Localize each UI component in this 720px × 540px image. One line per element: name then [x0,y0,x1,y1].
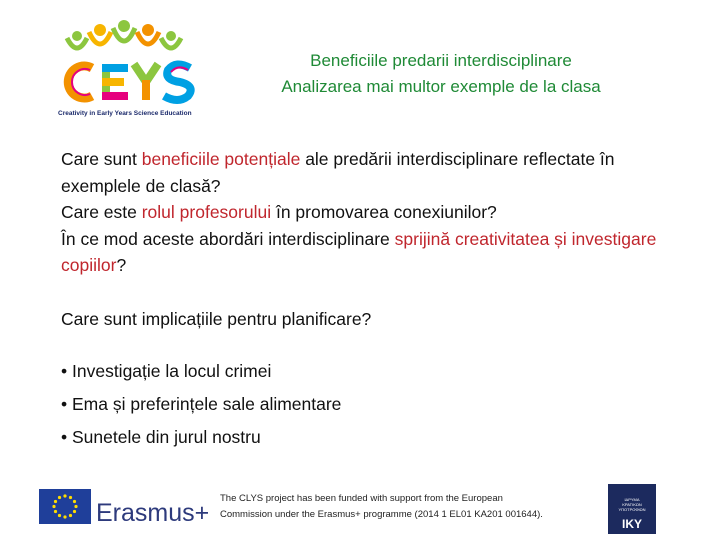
list-item: • Sunetele din jurul nostru [61,427,261,447]
eu-flag-icon [39,489,91,524]
title-line-1: Beneficiile predarii interdisciplinare [310,51,572,70]
list-item: • Investigație la locul crimei [61,361,272,381]
question-3-text-end: ? [116,255,127,275]
ceys-logo [50,18,220,123]
question-1-highlight: beneficiile potențiale [141,149,301,169]
erasmus-logo-text: Erasmus+ [96,499,210,527]
question-3 [61,226,691,279]
question-2-highlight: rolul profesorului [141,202,272,222]
iky-logo-text: IKY [621,517,642,531]
figures-icon [67,20,181,48]
iky-logo-subtitle: ΙΔΡΥΜΑ ΚΡΑΤΙΚΩΝ ΥΠΟΤΡΟΦΙΩΝ [618,497,646,512]
question-3-highlight: sprijină creativitatea și investigare copiilor [61,228,657,275]
ceys-logo-graphic [50,18,220,113]
slide-title [226,48,656,100]
question-2 [61,199,691,226]
ceys-wordmark-icon [68,64,190,100]
title-line-2: Analizarea mai multor exemple de la clasa [281,77,601,96]
question-1-text: Care sunt [61,149,142,169]
list-item: • Ema și preferințele sale alimentare [61,394,342,414]
spacer [61,332,691,355]
question-1-text-end: ale predării interdisciplinare reflectate în exemplele de clasă? [61,149,615,196]
spacer [61,279,691,306]
example-list [61,355,691,454]
iky-logo [608,484,656,534]
funding-disclaimer [220,491,585,523]
question-2-text-end: în promovarea conexiunilor? [271,202,497,222]
slide-content [61,146,691,454]
footer [0,478,720,540]
logo-tagline: Creativity in Early Years Science Education [58,110,192,117]
question-3-text: În ce mod aceste abordări interdisciplinare [61,228,395,249]
disclaimer-line-2: Commission under the Erasmus+ programme (2014 1 EL01 KA201 001644). [220,509,543,520]
question-4: Care sunt implicațiile pentru planificare? [61,308,372,329]
disclaimer-line-1: The CLYS project has been funded with support from the European [220,493,503,504]
question-2-text: Care este [61,202,142,222]
question-1 [61,146,691,199]
